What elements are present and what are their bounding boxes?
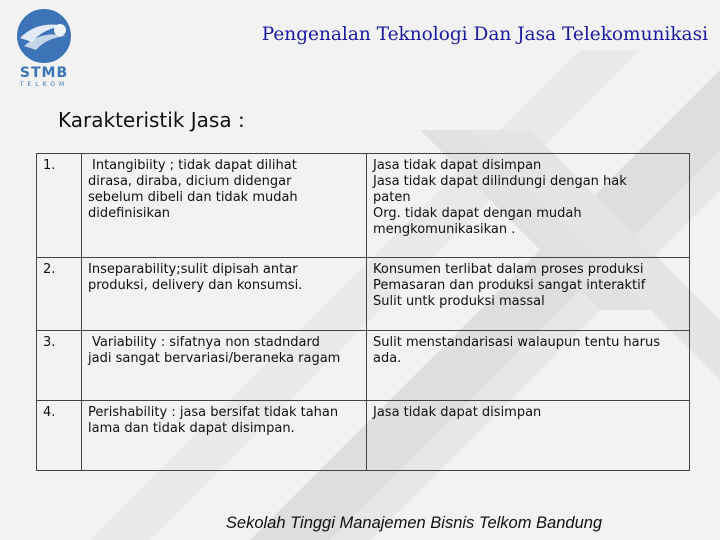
implication-cell: [367, 330, 690, 400]
cell-line: produksi, delivery dan konsumsi.: [88, 278, 303, 294]
cell-line: Intangibiity ; tidak dapat dilihat: [92, 158, 297, 173]
row-number: 4.: [37, 400, 82, 470]
cell-line: Perishability : jasa bersifat tidak tahan: [88, 404, 339, 420]
row-number: 1.: [37, 154, 82, 258]
cell-line: Jasa tidak dapat disimpan: [373, 404, 542, 420]
cell-line: jadi sangat bervariasi/beraneka ragam: [88, 350, 341, 366]
implication-cell: [367, 400, 690, 470]
implication-cell: [367, 258, 690, 330]
footer-text: Sekolah Tinggi Manajemen Bisnis Telkom Bandung: [225, 514, 603, 532]
cell-line: Sulit untk produksi massal: [373, 294, 545, 310]
characteristic-cell: [82, 330, 367, 400]
table-row: [37, 330, 690, 400]
logo-subtext: TELKOM: [19, 81, 69, 88]
characteristics-table: [36, 153, 690, 471]
cell-line: paten: [373, 190, 411, 205]
row-number: 3.: [37, 330, 82, 400]
cell-line: Konsumen terlibat dalam proses produksi: [373, 262, 644, 278]
characteristic-cell: [82, 400, 367, 470]
table-row: [37, 400, 690, 470]
section-title: Karakteristik Jasa :: [58, 108, 245, 132]
characteristic-cell: [82, 258, 367, 330]
characteristic-cell: [82, 154, 367, 258]
cell-line: mengkomunikasikan .: [373, 222, 516, 237]
swoosh-logo-icon: [8, 8, 80, 66]
page-title: Pengenalan Teknologi Dan Jasa Telekomunikasi: [261, 24, 708, 45]
cell-line: ada.: [373, 350, 402, 366]
implication-cell: [367, 154, 690, 258]
logo: [8, 8, 80, 90]
table-row: [37, 154, 690, 258]
cell-line: dirasa, diraba, dicium didengar: [88, 174, 292, 189]
cell-line: Pemasaran dan produksi sangat interaktif: [373, 278, 646, 294]
cell-line: Jasa tidak dapat dilindungi dengan hak: [373, 174, 627, 189]
cell-line: Inseparability;sulit dipisah antar: [88, 262, 298, 278]
cell-line: lama dan tidak dapat disimpan.: [88, 420, 295, 436]
cell-line: Variability : sifatnya non stadndard: [92, 334, 320, 350]
cell-line: Sulit menstandarisasi walaupun tentu harus: [373, 334, 660, 350]
table-row: [37, 258, 690, 330]
cell-line: sebelum dibeli dan tidak mudah: [88, 190, 298, 205]
row-number: 2.: [37, 258, 82, 330]
cell-line: didefinisikan: [88, 206, 171, 221]
cell-line: Jasa tidak dapat disimpan: [373, 158, 542, 173]
cell-line: Org. tidak dapat dengan mudah: [373, 206, 582, 221]
logo-text: STMB: [19, 65, 69, 81]
